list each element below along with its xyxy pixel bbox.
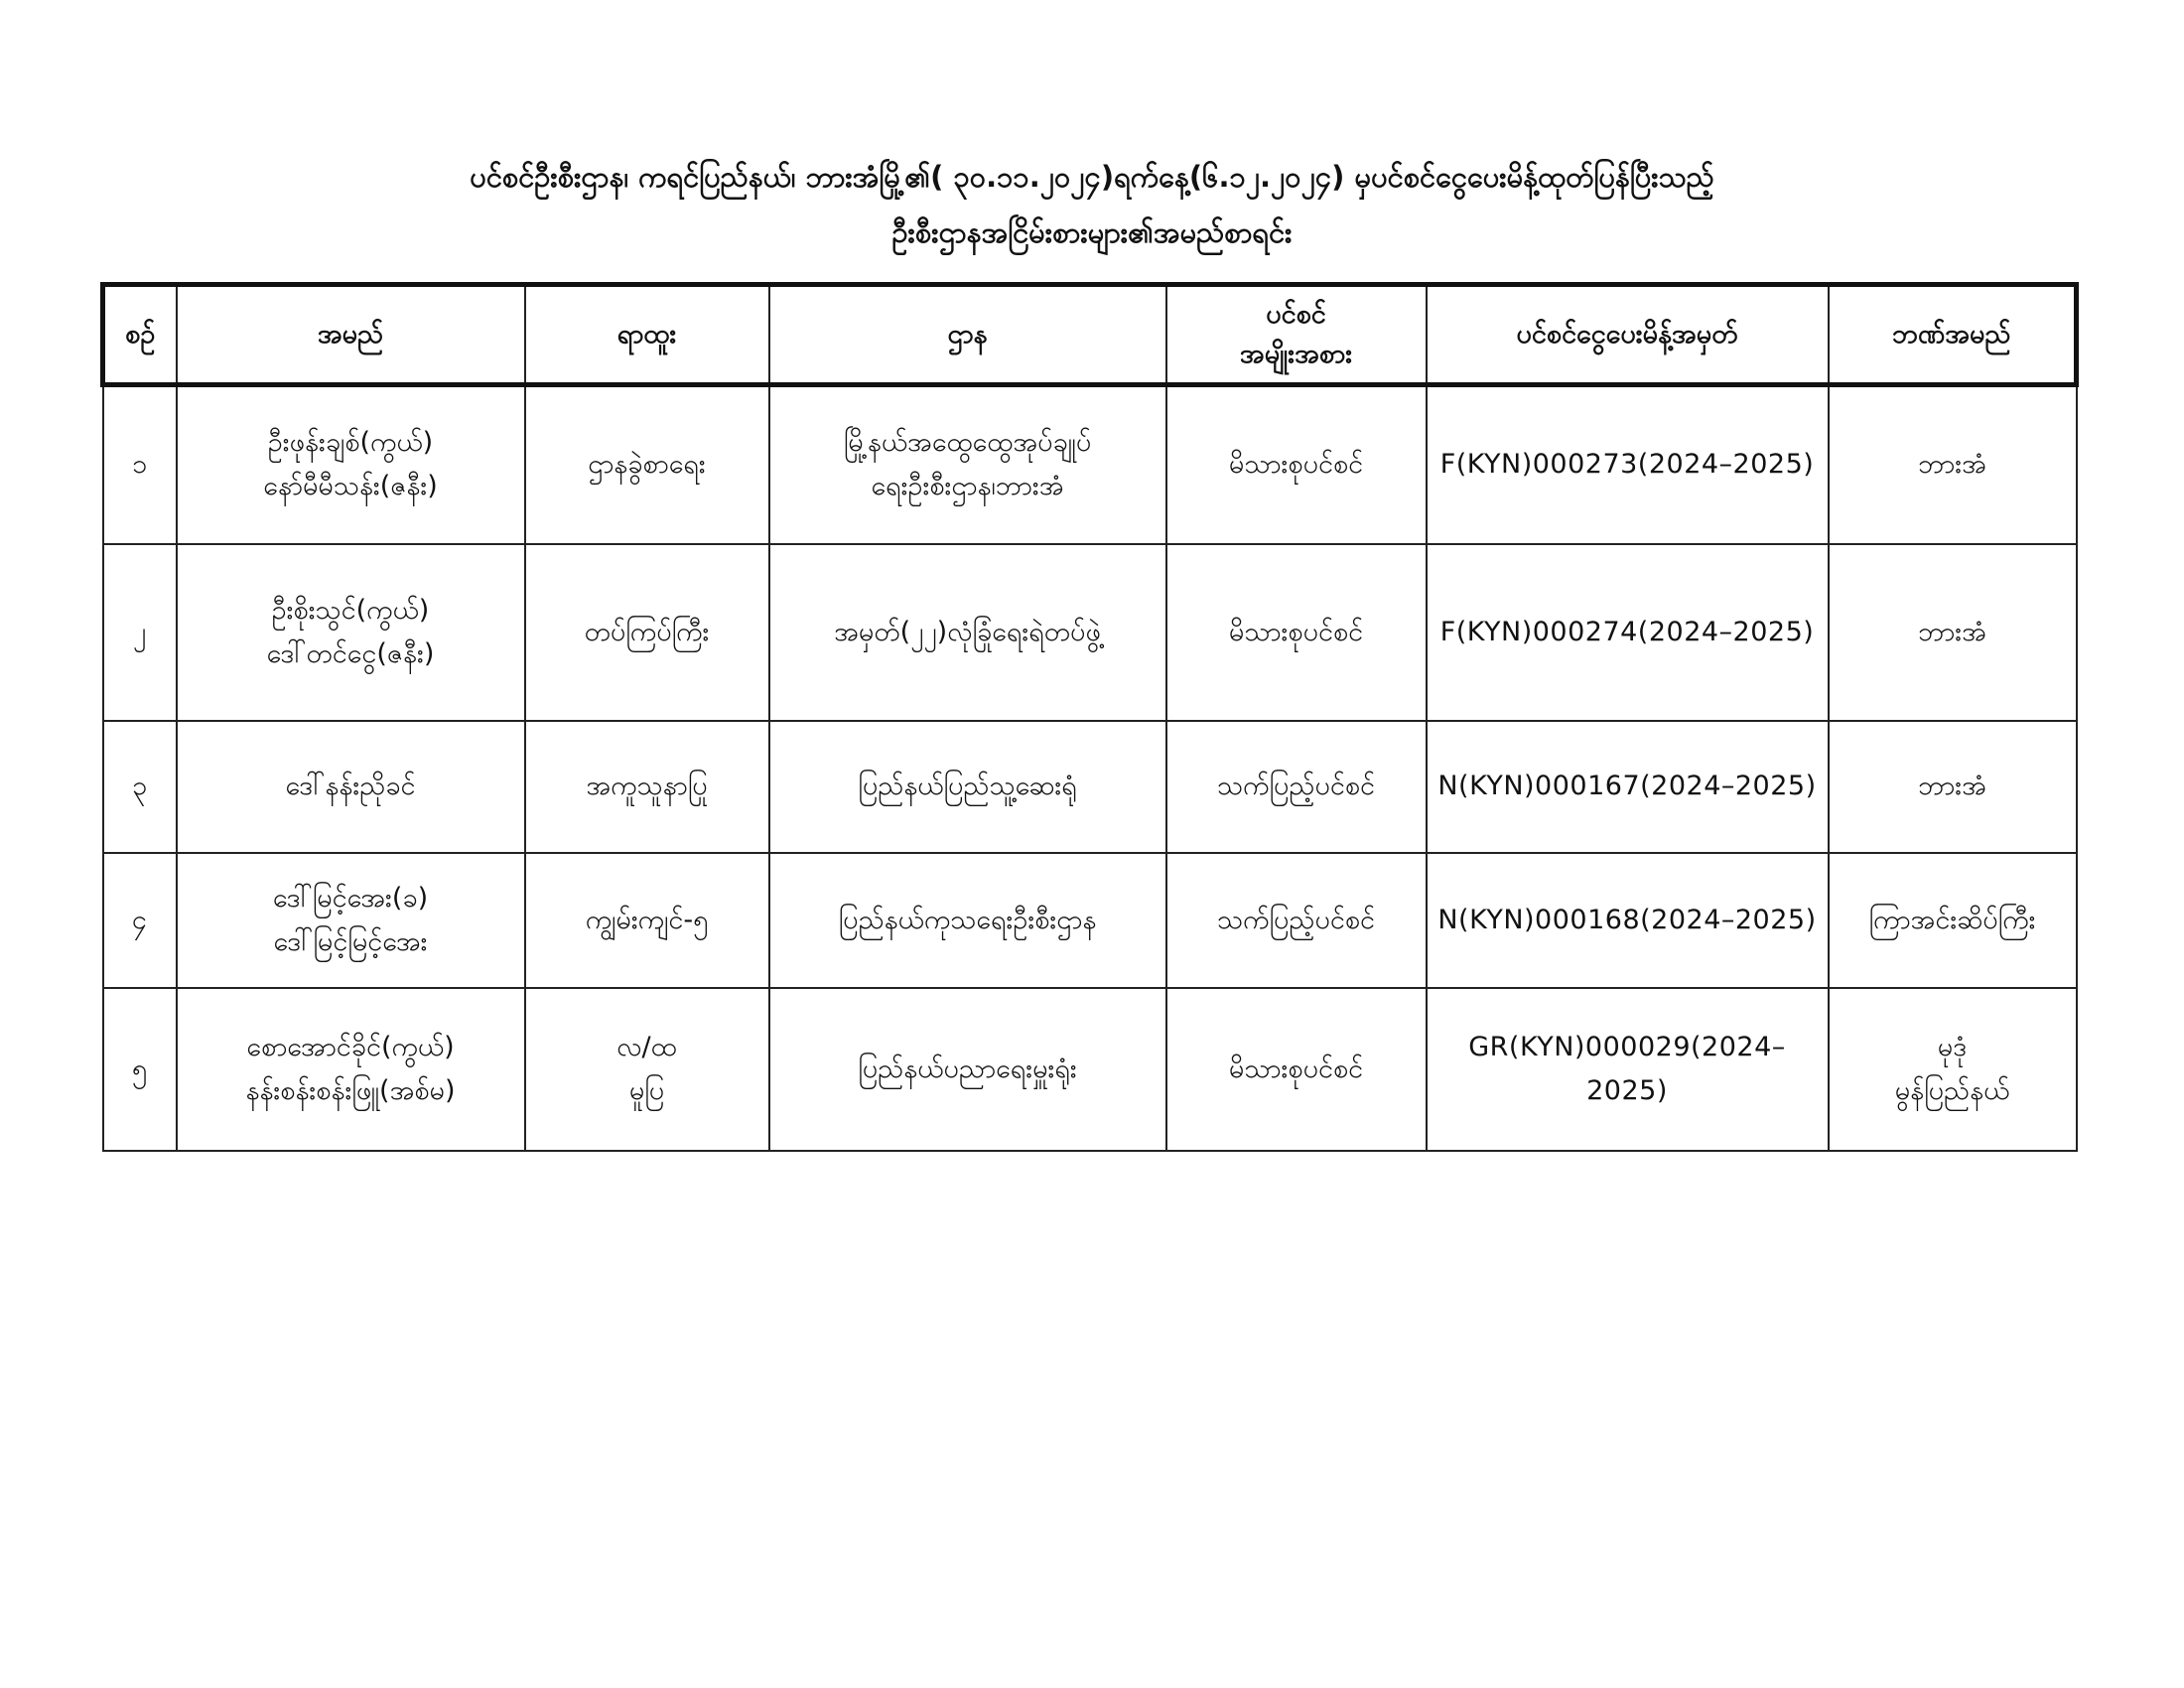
cell-name [177,853,525,988]
cell-name-line1: ဒေါ်နန်းညိုခင် [285,771,416,801]
table-header-row [103,285,2077,385]
cell-no: ၅ [103,988,177,1151]
table-row [103,721,2077,853]
cell-name-line2: နန်းစန်းစန်းဖြူ(အစ်မ) [245,1074,456,1106]
header-rank: ရာထူး [525,285,769,385]
table-row [103,544,2077,721]
cell-name [177,385,525,544]
cell-name-line2: ဒေါ်တင်ငွေ(ဇနီး) [266,637,435,669]
header-pension-type-line2: အမျိုးအစား [1239,339,1353,369]
header-no: စဉ် [103,285,177,385]
header-order-no: ပင်စင်ငွေပေးမိန့်အမှတ် [1427,285,1829,385]
cell-department [769,988,1166,1151]
cell-pension-type: သက်ပြည့်ပင်စင် [1166,853,1427,988]
document-title [0,149,2184,260]
cell-department-line1: မြို့နယ်အထွေထွေအုပ်ချုပ် [843,427,1092,459]
cell-treasury-line1: ဘားအံ [1918,771,1986,801]
cell-name-line1: စောအောင်ခိုင်(ကွယ်) [246,1031,455,1062]
cell-department [769,544,1166,721]
cell-rank [525,721,769,853]
cell-treasury [1829,721,2077,853]
cell-rank [525,853,769,988]
cell-no: ၄ [103,853,177,988]
cell-treasury [1829,544,2077,721]
header-name: အမည် [177,285,525,385]
cell-order-no: F(KYN)000274(2024–2025) [1427,544,1829,721]
cell-name-line1: ဦးစိုးသွင်(ကွယ်) [271,594,430,626]
cell-treasury-line1: ဘားအံ [1918,616,1986,647]
cell-order-no: N(KYN)000167(2024–2025) [1427,721,1829,853]
cell-order-no: F(KYN)000273(2024–2025) [1427,385,1829,544]
cell-pension-type: မိသားစုပင်စင် [1166,988,1427,1151]
cell-no: ၂ [103,544,177,721]
cell-department [769,721,1166,853]
header-pension-type [1166,285,1427,385]
cell-department-line1: ပြည်နယ်ပညာရေးမှူးရုံး [858,1053,1077,1084]
cell-pension-type: မိသားစုပင်စင် [1166,544,1427,721]
table-row [103,853,2077,988]
table-row [103,988,2077,1151]
cell-pension-type: မိသားစုပင်စင် [1166,385,1427,544]
cell-rank [525,544,769,721]
cell-department-line1: ပြည်နယ်ပြည်သူ့ဆေးရုံ [858,771,1077,801]
cell-name [177,721,525,853]
cell-department-line1: ပြည်နယ်ကုသရေးဦးစီးဌာန [838,904,1097,935]
cell-name-line1: ဒေါ်မြင့်အေး(ခ) [272,882,429,914]
cell-treasury [1829,853,2077,988]
title-line-2: ဦးစီးဌာနအငြိမ်းစားများ၏အမည်စာရင်း [891,215,1293,249]
cell-treasury [1829,988,2077,1151]
cell-department-line1: အမှတ်(၂၂)လုံခြုံရေးရဲတပ်ဖွဲ့ [834,616,1101,647]
cell-rank [525,385,769,544]
cell-name [177,544,525,721]
header-department: ဌာန [769,285,1166,385]
cell-pension-type: သက်ပြည့်ပင်စင် [1166,721,1427,853]
cell-rank-line1: လ/ထ [616,1031,677,1062]
cell-no: ၃ [103,721,177,853]
cell-name-line2: နော်မီမီသန်း(ဇနီး) [263,471,438,502]
table-row [103,385,2077,544]
cell-name-line1: ဦးဖုန်းချစ်(ကွယ်) [267,427,434,459]
cell-rank-line2: မူပြ [628,1074,665,1106]
cell-order-no: GR(KYN)000029(2024–2025) [1427,988,1829,1151]
cell-department [769,853,1166,988]
cell-rank [525,988,769,1151]
cell-name-line2: ဒေါ်မြင့်မြင့်အေး [273,925,428,957]
title-line-1: ပင်စင်ဦးစီးဌာန၊ ကရင်ပြည်နယ်၊ ဘားအံမြို့၏( ၃၀.၁၁.၂၀၂၄)ရက်နေ့(၆.၁၂.၂၀၂၄) မှပင်စင်ငွေပေးမိန့်ထုတ်ပြန်ပြီးသည့် [470,160,1714,194]
cell-rank-line1: အကူသူနာပြု [586,771,708,801]
cell-treasury [1829,385,2077,544]
cell-treasury-line2: မွန်ပြည်နယ် [1894,1074,2010,1106]
cell-rank-line1: ဌာနခွဲစာရေး [588,449,706,481]
cell-department [769,385,1166,544]
cell-treasury-line1: မုဒုံ [1937,1031,1968,1062]
header-pension-type-line1: ပင်စင် [1266,299,1326,330]
cell-no: ၁ [103,385,177,544]
cell-treasury-line1: ကြာအင်းဆိပ်ကြီး [1868,904,2036,935]
cell-treasury-line1: ဘားအံ [1918,449,1986,481]
cell-name [177,988,525,1151]
cell-department-line2: ရေးဦးစီးဌာန၊ဘားအံ [871,471,1064,502]
header-treasury: ဘဏ်အမည် [1829,285,2077,385]
cell-rank-line1: တပ်ကြပ်ကြီး [584,616,710,647]
cell-rank-line1: ကျွမ်းကျင်-၅ [585,904,709,935]
pension-list-table [100,282,2079,1152]
cell-order-no: N(KYN)000168(2024–2025) [1427,853,1829,988]
